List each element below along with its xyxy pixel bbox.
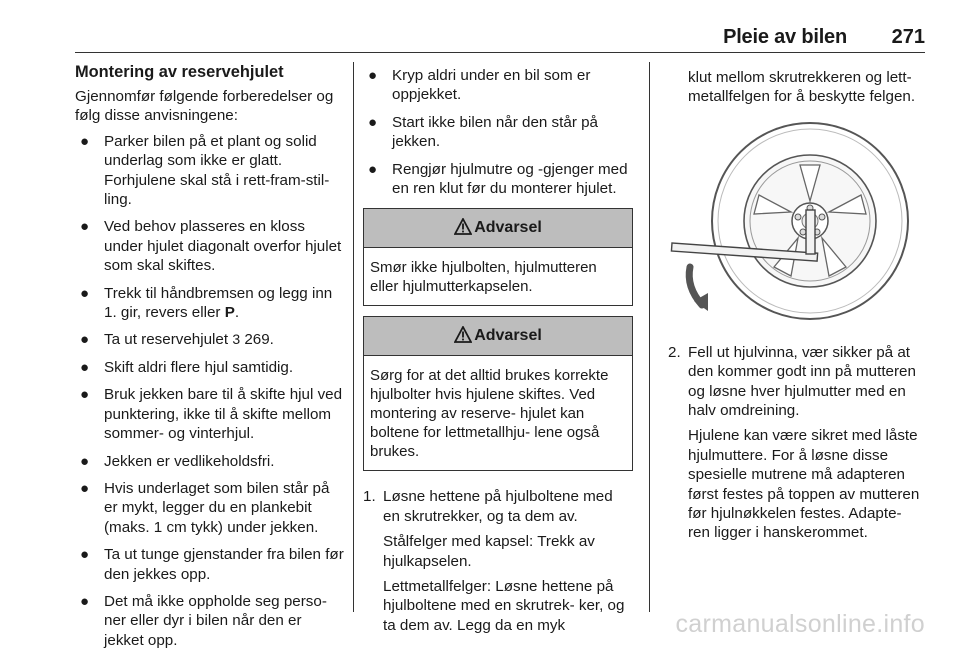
list-item: ● Ved behov plasseres en kloss under hjulet diagonalt overfor hjulet som skal skiftes. — [80, 218, 342, 275]
step-text: Stålfelger med kapsel: Trekk av hjulkapselen. — [383, 533, 595, 570]
bullet-icon: ● — [80, 479, 90, 497]
step-list — [363, 487, 633, 635]
page-reference-arrow-icon: 3 — [232, 331, 241, 348]
caution-list — [363, 66, 633, 198]
warning-triangle-icon — [454, 326, 472, 343]
list-item: ● Jekken er vedlikeholdsfri. — [80, 452, 275, 470]
bullet-icon: ● — [80, 331, 90, 349]
bullet-icon: ● — [80, 452, 90, 470]
bullet-icon: ● — [80, 284, 90, 302]
header-divider — [75, 52, 925, 53]
bullet-icon: ● — [80, 358, 90, 376]
step-number: 1. — [363, 488, 376, 506]
bullet-icon: ● — [80, 592, 90, 610]
section-heading: Montering av reservehjulet — [75, 63, 284, 81]
list-item: ● Trekk til håndbremsen og legg inn 1. gir, revers eller P. — [80, 284, 333, 322]
bullet-icon: ● — [368, 160, 378, 178]
page-header — [75, 26, 925, 50]
step-text: Lettmetallfelger: Løsne hettene på hjulboltene med en skrutrek- ker, og ta dem av. Legg da en myk — [383, 578, 625, 634]
page-reference[interactable]: 269. — [240, 331, 274, 349]
continuation-text: klut mellom skrutrekkeren og lett- metallfelgen for å beskytte felgen. — [688, 69, 916, 106]
list-item: ● Det må ikke oppholde seg perso- ner eller dyr i bilen når den er jekket opp. — [80, 592, 327, 649]
warning-header: Advarsel — [364, 209, 632, 248]
gear-p: P — [224, 304, 235, 322]
list-item: ● Skift aldri flere hjul samtidig. — [80, 358, 294, 376]
preparation-list — [75, 132, 345, 650]
list-item: ● Ta ut tunge gjenstander fra bilen før den jekkes opp. — [80, 546, 344, 583]
step-text: Fell ut hjulvinna, vær sikker på at den kommer godt inn på mutteren og løsne hver hjulmutter med en halv omdreining. — [688, 343, 916, 420]
list-item: ● Bruk jekken bare til å skifte hjul ved punktering, ikke til å skifte mellom sommer- og vinterhjul. — [80, 386, 343, 443]
step-list — [668, 343, 926, 543]
column-divider-2 — [649, 62, 650, 612]
section-title: Pleie av bilen — [723, 26, 847, 48]
intro-text: Gjennomfør følgende forberedelser og følg disse anvisningene: — [75, 88, 334, 125]
step-number: 2. — [668, 343, 681, 361]
column-3 — [668, 68, 926, 549]
warning-text: Sørg for at det alltid brukes korrekte hjulbolter hvis hjulene skiftes. Ved montering av reserve- hjulet kan boltene for lettmetallhju- lene også brukes. — [370, 367, 609, 461]
list-item: ● Hvis underlaget som bilen står på er mykt, legger du en plankebit (maks. 1 cm tykk) under jekken. — [80, 479, 330, 536]
column-divider-1 — [353, 62, 354, 612]
site-watermark: carmanualsonline.info — [675, 610, 925, 638]
bullet-icon: ● — [368, 113, 378, 131]
bullet-icon: ● — [368, 67, 378, 84]
warning-box-1 — [363, 208, 633, 306]
list-item: ● Rengjør hjulmutre og -gjenger med en ren klut før du monterer hjulet. — [368, 160, 628, 198]
warning-text: Smør ikke hjulbolten, hjulmutteren eller hjulmutterkapselen. — [370, 259, 597, 296]
warning-triangle-icon — [454, 218, 472, 235]
warning-header: Advarsel — [364, 317, 632, 356]
page-number: 271 — [891, 26, 925, 48]
wheel-illustration — [668, 115, 926, 325]
step-item — [363, 487, 633, 635]
list-item: ● Ta ut reservehjulet 3 269. — [80, 331, 274, 349]
bullet-icon: ● — [80, 386, 90, 404]
step-item — [668, 343, 926, 543]
list-item: ● Start ikke bilen når den står på jekken. — [368, 113, 598, 151]
step-text: Løsne hettene på hjulboltene med en skrutrekker, og ta dem av. — [383, 488, 613, 525]
bullet-icon: ● — [80, 546, 90, 564]
list-item: ● Kryp aldri under en bil som er oppjekket. — [368, 67, 591, 104]
bullet-icon: ● — [80, 132, 90, 150]
column-2 — [363, 66, 633, 641]
bullet-icon: ● — [80, 218, 90, 236]
list-item: ● Parker bilen på et plant og solid underlag som ikke er glatt. Forhjulene skal stå i rett-fram-stil- ling. — [80, 132, 330, 209]
step-text: Hjulene kan være sikret med låste hjulmuttere. For å løsne disse spesielle mutrene må adapteren først festes på toppen av mutteren før hjulnøkkelen festes. Adapte- ren ligger i hanskerommet. — [688, 427, 920, 542]
warning-box-2 — [363, 316, 633, 471]
column-1 — [75, 62, 345, 658]
wheel-wrench-image — [668, 115, 926, 325]
